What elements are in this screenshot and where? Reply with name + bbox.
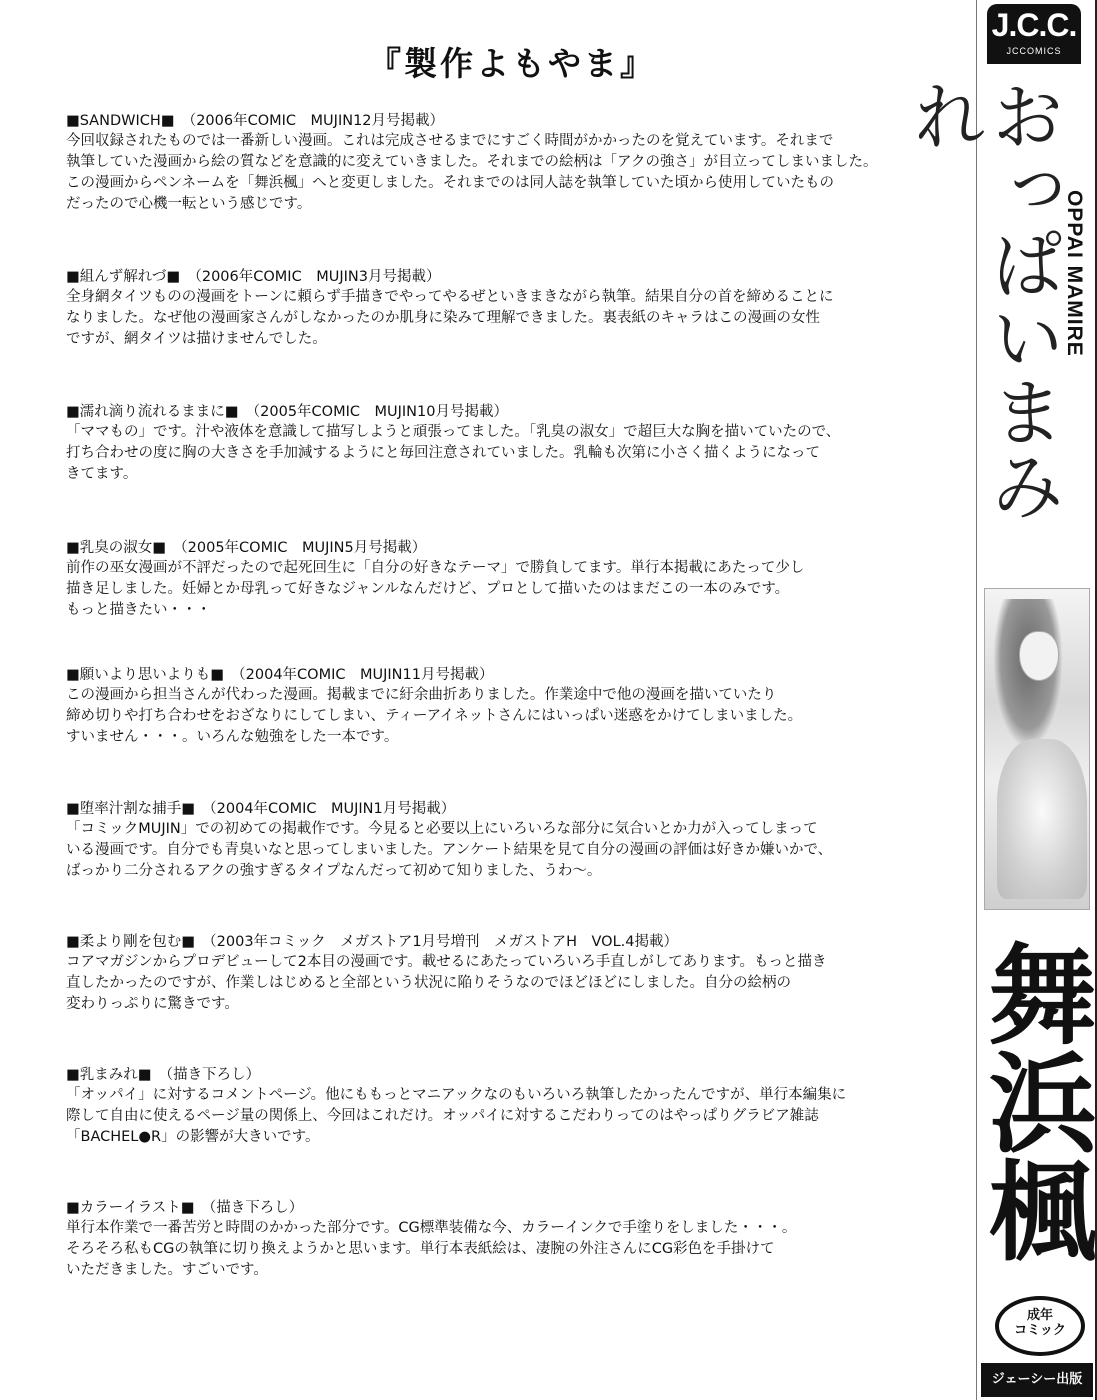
badge-line: 成年	[1026, 1308, 1053, 1323]
note-heading: ■堕率汁割な捕手■ （2004年COMIC MUJIN1月号掲載）	[66, 801, 456, 817]
note-chichimamire	[66, 1066, 946, 1148]
note-line: すいません・・・。いろんな勉強をした一本です。	[66, 729, 399, 745]
note-heading: ■柔より剛を包む■ （2003年コミック メガストア1月号増刊 メガストアH VOL.4掲載）	[66, 934, 679, 950]
note-line: きてます。	[66, 466, 138, 482]
note-line: 際して自由に使えるページ量の関係上、今回はこれだけ。オッパイに対するこだわりってのはやっぱりグラビア雑誌	[66, 1108, 819, 1124]
note-line: そろそろ私もCGの執筆に切り換えようかと思います。単行本表紙絵は、凄腕の外注さんにCG彩色を手掛けて	[66, 1241, 775, 1257]
note-nyushu	[66, 539, 946, 621]
publisher-label: ジェーシー出版	[981, 1363, 1093, 1397]
note-line: もっと描きたい・・・	[66, 602, 211, 618]
note-color-illust	[66, 1199, 946, 1281]
note-line: この漫画からペンネームを「舞浜楓」へと変更しました。それまでのは同人誌を執筆していた頃から使用していたもの	[66, 175, 835, 191]
note-body	[66, 558, 946, 621]
note-line: なりました。なぜ他の漫画家さんがしなかったのか肌身に染みて理解できました。裏表紙のキャラはこの漫画の女性	[66, 310, 820, 326]
note-line: 単行本作業で一番苦労と時間のかかった部分です。CG標準装備な今、カラーインクで手塗りをしました・・・。	[66, 1220, 797, 1236]
note-line: この漫画から担当さんが代わった漫画。掲載までに紆余曲折ありました。作業途中で他の漫画を描いていたり	[66, 687, 777, 703]
badge-line: コミック	[1014, 1323, 1066, 1338]
note-body	[66, 685, 946, 748]
illustration-body	[997, 739, 1087, 899]
illustration-face	[1019, 631, 1059, 681]
note-daritsu	[66, 800, 946, 882]
note-body	[66, 1218, 946, 1281]
note-line: コアマガジンからプロデビューして2本目の漫画です。載せるにあたっていろいろ手直しがしてあります。もっと描き	[66, 954, 827, 970]
note-heading: ■濡れ滴り流れるままに■ （2005年COMIC MUJIN10月号掲載）	[66, 404, 508, 420]
note-heading: ■願いより思いよりも■ （2004年COMIC MUJIN11月号掲載）	[66, 667, 494, 683]
adult-comic-badge	[995, 1296, 1085, 1356]
note-line: いただきました。すごいです。	[66, 1262, 268, 1278]
note-nure	[66, 403, 946, 485]
note-line: 「ママもの」です。汁や液体を意識して描写しようと頑張ってました。「乳臭の淑女」で超巨大な胸を描いていたので、	[66, 424, 841, 440]
note-line: だったので心機一転という感じです。	[66, 196, 312, 212]
spine-title: おっぱいまみれ	[901, 78, 1065, 522]
note-heading: ■組んず解れづ■ （2006年COMIC MUJIN3月号掲載）	[66, 269, 441, 285]
note-body	[66, 1085, 946, 1148]
note-line: 変わりっぷりに驚きです。	[66, 996, 239, 1012]
note-juuyori	[66, 933, 946, 1015]
note-kunzu	[66, 268, 946, 350]
note-negai	[66, 666, 946, 748]
note-line: 「オッパイ」に対するコメントページ。他にももっとマニアックなのもいろいろ執筆したかったんですが、単行本編集に	[66, 1087, 847, 1103]
book-spine	[901, 0, 1097, 1400]
page-title: 『製作よもやま』	[368, 44, 656, 83]
jcc-logo	[987, 4, 1081, 64]
note-body	[66, 952, 946, 1015]
note-line: 執筆していた漫画から絵の質などを意識的に変えていきました。それまでの絵柄は「アクの強さ」が目立ってしまいました。	[66, 154, 878, 170]
jcc-logo-text: J.C.C.	[991, 7, 1077, 43]
note-body	[66, 131, 946, 215]
note-line: いる漫画です。自分でも青臭いなと思ってしまいました。アンケート結果を見て自分の漫画の評価は好きか嫌いかで、	[66, 842, 833, 858]
note-line: 全身網タイツものの漫画をトーンに頼らず手描きでやってやるぜといきまきながら執筆。結果自分の首を締めることに	[66, 289, 834, 305]
note-line: 「BACHEL●R」の影響が大きいです。	[66, 1129, 320, 1145]
note-line: 前作の巫女漫画が不評だったので起死回生に「自分の好きなテーマ」で勝負してます。単行本掲載にあたって少し	[66, 560, 805, 576]
jcc-logo-subtext: JCCOMICS	[1006, 46, 1062, 56]
note-line: ですが、網タイツは描けませんでした。	[66, 331, 327, 347]
note-line: 打ち合わせの度に胸の大きさを手加減するようにと毎回注意されていました。乳輪も次第に小さく描くようになって	[66, 445, 820, 461]
spine-title-roman: OPPAI MAMIRE	[1063, 190, 1086, 357]
cover-illustration	[984, 588, 1090, 910]
note-heading: ■乳まみれ■ （描き下ろし）	[66, 1067, 261, 1083]
note-heading: ■乳臭の淑女■ （2005年COMIC MUJIN5月号掲載）	[66, 540, 427, 556]
note-heading: ■SANDWICH■ （2006年COMIC MUJIN12月号掲載）	[66, 113, 445, 129]
note-body	[66, 287, 946, 350]
note-line: 「コミックMUJIN」での初めての掲載作です。今見ると必要以上にいろいろな部分に気合いとか力が入ってしまって	[66, 821, 818, 837]
note-sandwich	[66, 112, 946, 215]
spine-author: 舞浜楓	[970, 939, 1095, 1263]
note-line: 締め切りや打ち合わせをおざなりにしてしまい、ティーアイネットさんにはいっぱい迷惑をかけてしまいました。	[66, 708, 803, 724]
note-heading: ■カラーイラスト■ （描き下ろし）	[66, 1200, 304, 1216]
note-body	[66, 422, 946, 485]
note-body	[66, 819, 946, 882]
note-line: 直したかったのですが、作業しはじめると全部という状況に陥りそうなのでほどほどにしました。自分の絵柄の	[66, 975, 791, 991]
note-line: 今回収録されたものでは一番新しい漫画。これは完成させるまでにすごく時間がかかったのを覚えています。それまで	[66, 133, 834, 149]
note-line: ばっかり二分されるアクの強すぎるタイプなんだって初めて知りました、うわ〜。	[66, 863, 602, 879]
note-line: 描き足しました。妊婦とか母乳って好きなジャンルなんだけど、プロとして描いたのはまだこの一本のみです。	[66, 581, 790, 597]
